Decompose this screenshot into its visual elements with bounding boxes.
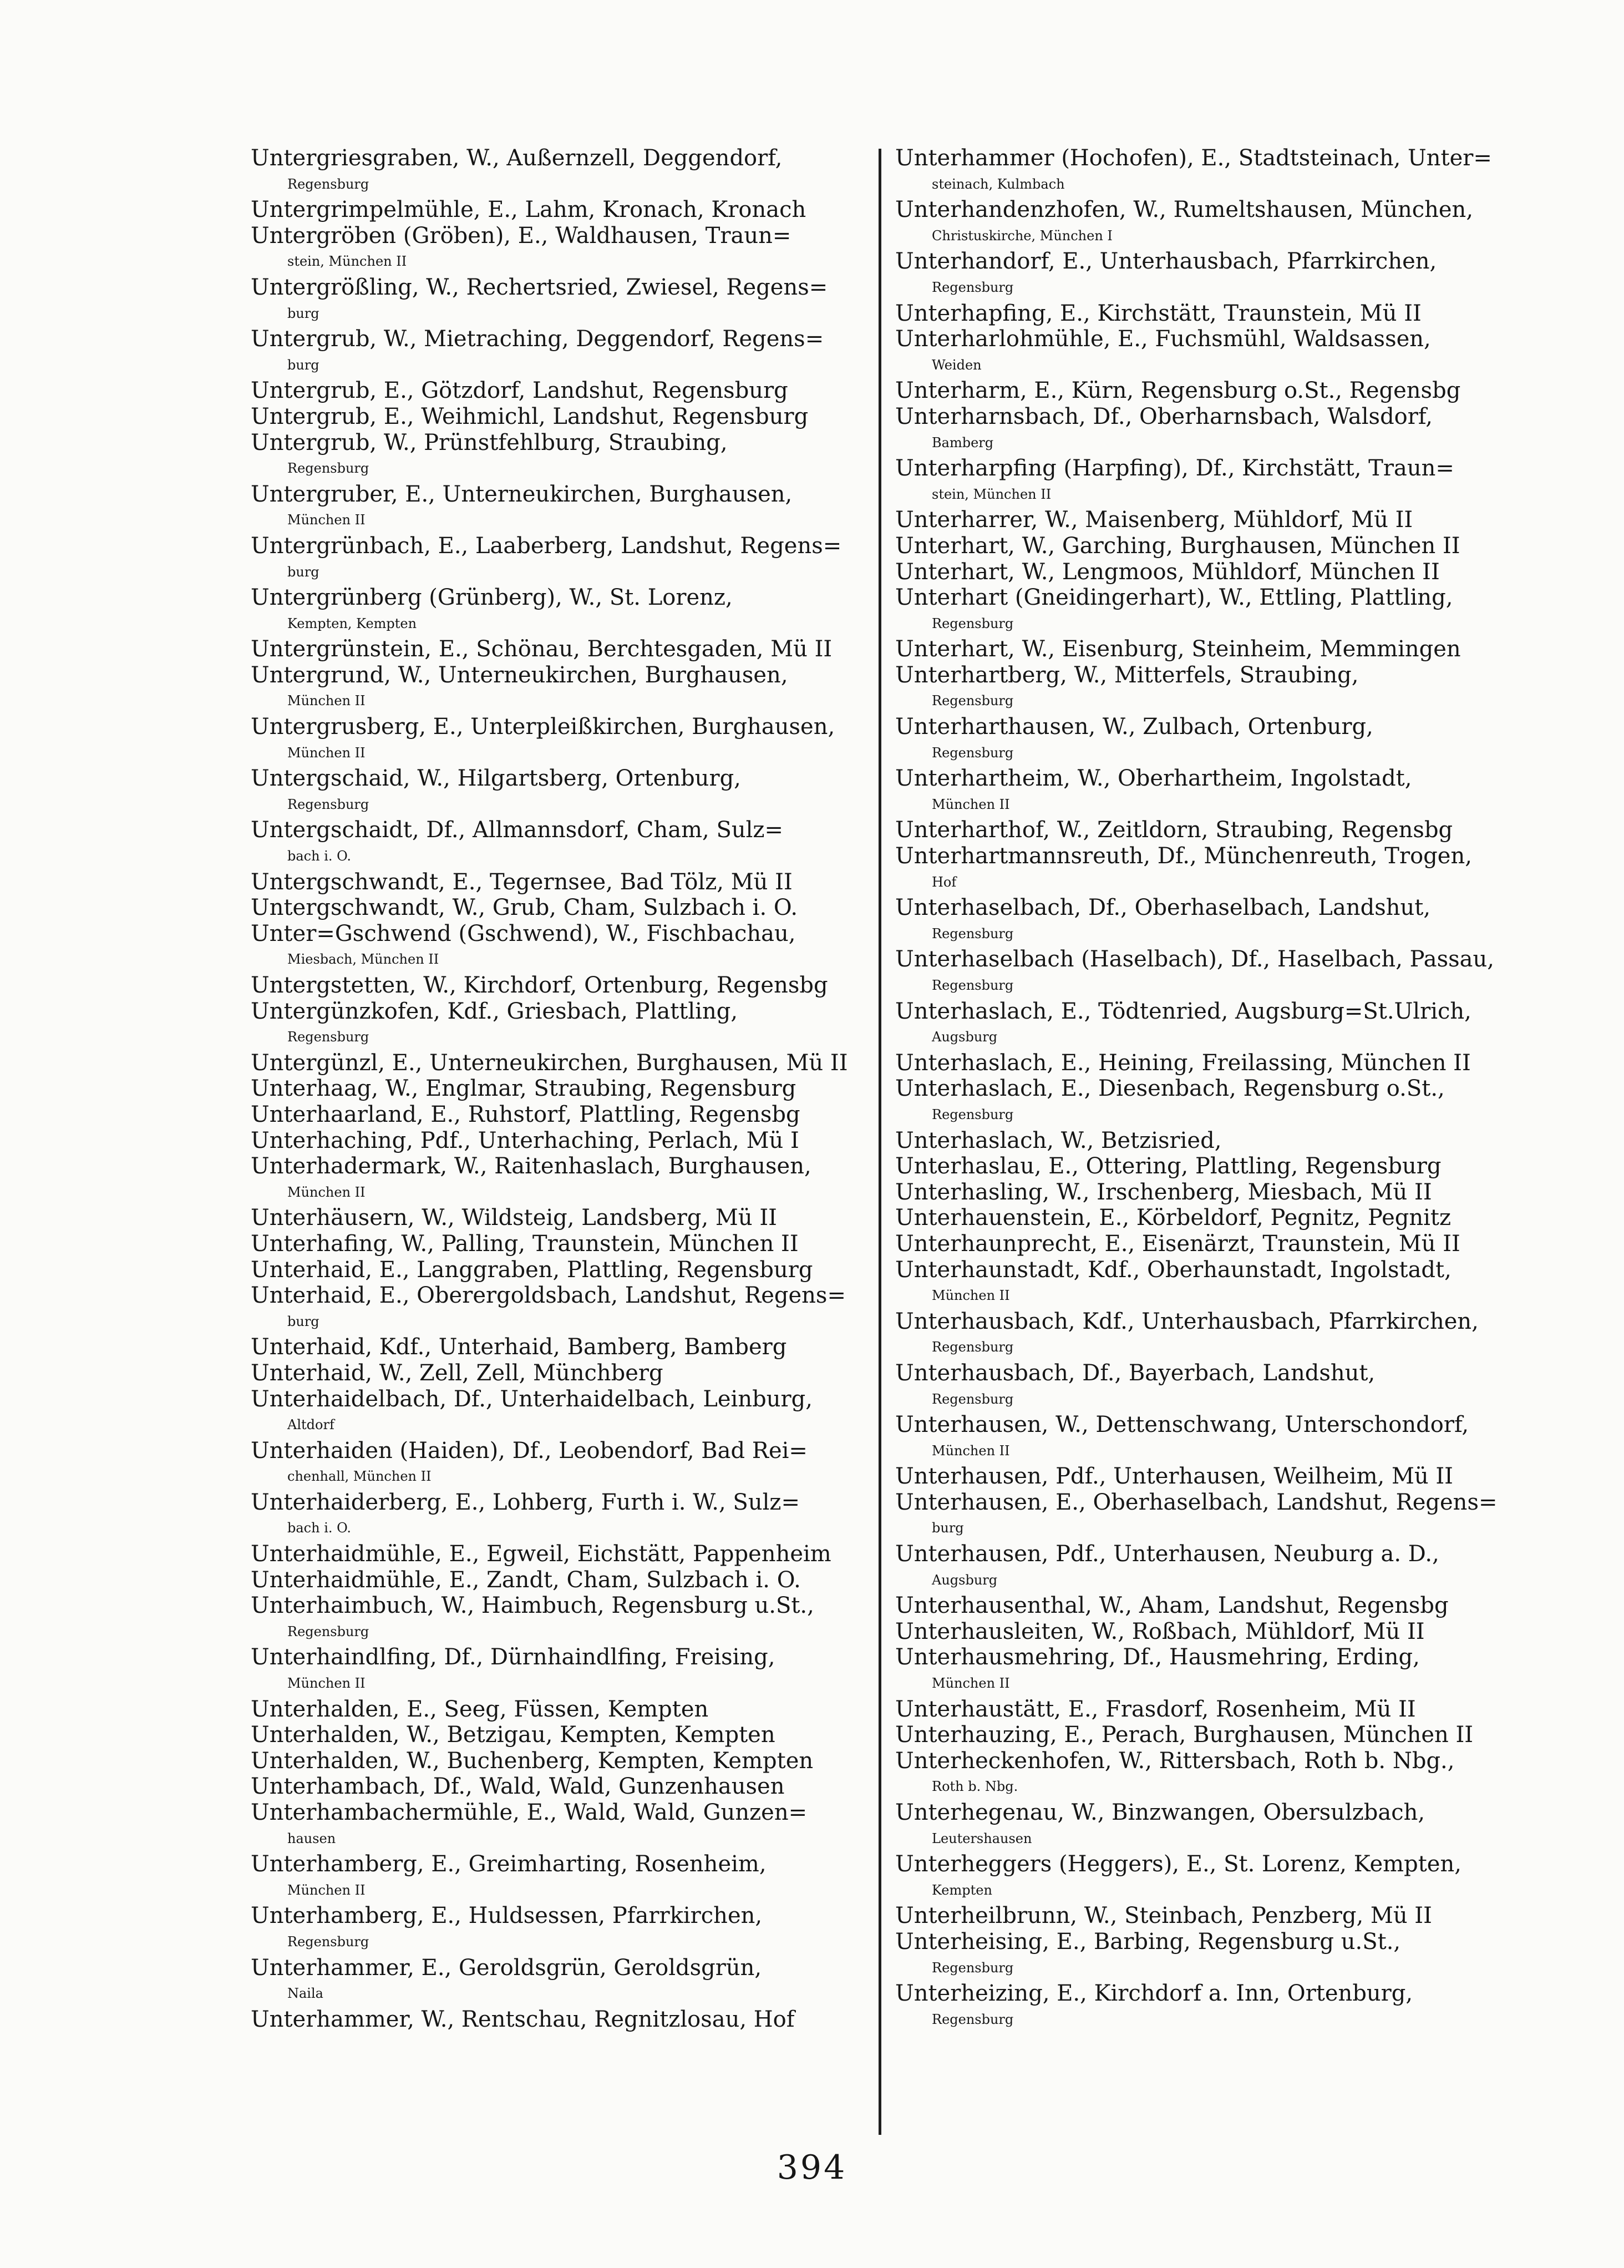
gazetteer-entry	[895, 714, 1505, 766]
entry-line: Untergruber, E., Unterneukirchen, Burghausen,	[251, 481, 793, 507]
entry-line: Untergschwandt, E., Tegernsee, Bad Tölz, Mü II	[251, 869, 793, 895]
gazetteer-entry	[251, 1231, 861, 1257]
entry-continuation-line: Altdorf	[287, 1417, 334, 1433]
entry-continuation-line: stein, München II	[932, 486, 1052, 502]
entry-line: Untergrößling, W., Rechertsried, Zwiesel, Regens=	[251, 274, 828, 300]
entry-continuation-line: Regensburg	[287, 1623, 369, 1639]
gazetteer-entry	[251, 1903, 861, 1955]
gazetteer-entry	[895, 1851, 1505, 1903]
entry-line: Unterhadermark, W., Raitenhaslach, Burghausen,	[251, 1153, 811, 1179]
gazetteer-entry	[895, 1179, 1505, 1206]
entry-line: Unterharlohmühle, E., Fuchsmühl, Waldsassen,	[895, 326, 1431, 352]
entry-continuation-line: Regensburg	[287, 1029, 369, 1045]
entry-line: Unterharthausen, W., Zulbach, Ortenburg,	[895, 714, 1373, 740]
gazetteer-entry	[251, 430, 861, 482]
entry-line: Unterhasling, W., Irschenberg, Miesbach, Mü II	[895, 1179, 1432, 1205]
gazetteer-entry	[895, 585, 1505, 636]
gazetteer-entry	[251, 1851, 861, 1903]
entry-line: Unterhausenthal, W., Aham, Landshut, Regensbg	[895, 1593, 1449, 1619]
entry-line: Unterharrer, W., Maisenberg, Mühldorf, Mü II	[895, 507, 1413, 533]
entry-continuation-line: München II	[287, 693, 366, 709]
entry-line: Unterhaag, W., Englmar, Straubing, Regensburg	[251, 1076, 796, 1102]
entry-line: Untergrünbach, E., Laaberberg, Landshut, Regens=	[251, 533, 842, 559]
entry-line: Unterheilbrunn, W., Steinbach, Penzberg, Mü II	[895, 1903, 1432, 1929]
gazetteer-entry	[895, 1981, 1505, 2032]
entry-line: Unterhaidmühle, E., Egweil, Eichstätt, Pappenheim	[251, 1541, 831, 1567]
gazetteer-entry	[895, 1490, 1505, 1541]
entry-line: Unterharm, E., Kürn, Regensburg o.St., Regensbg	[895, 378, 1461, 404]
entry-line: Untergrünberg (Grünberg), W., St. Lorenz,	[251, 585, 733, 611]
entry-continuation-line: Regensburg	[932, 1391, 1014, 1407]
entry-line: Unterhart, W., Lengmoos, Mühldorf, München II	[895, 559, 1440, 585]
entry-line: Unterheising, E., Barbing, Regensburg u.St.,	[895, 1928, 1401, 1955]
gazetteer-entry	[251, 1541, 861, 1567]
entry-continuation-line: München II	[287, 512, 366, 528]
entry-continuation-line: Regensburg	[932, 1339, 1014, 1355]
entry-line: Unter=Gschwend (Gschwend), W., Fischbachau,	[251, 920, 796, 946]
entry-line: Unterhamberg, E., Greimharting, Rosenheim,	[251, 1851, 767, 1877]
gazetteer-entry	[895, 946, 1505, 998]
gazetteer-entry	[895, 326, 1505, 378]
gazetteer-entry	[251, 1283, 861, 1334]
gazetteer-entry	[251, 197, 861, 223]
gazetteer-entry	[895, 636, 1505, 662]
entry-continuation-line: Regensburg	[932, 1106, 1014, 1122]
entry-line: Unterhaarland, E., Ruhstorf, Plattling, Regensbg	[251, 1101, 800, 1127]
entry-continuation-line: Augsburg	[932, 1572, 998, 1588]
entry-line: Untergrub, E., Weihmichl, Landshut, Regensburg	[251, 403, 809, 429]
entry-line: Unterhartheim, W., Oberhartheim, Ingolstadt,	[895, 766, 1412, 792]
entry-line: Unterhaslach, E., Tödtenried, Augsburg=St.Ulrich,	[895, 998, 1471, 1024]
gazetteer-entry	[895, 1929, 1505, 1981]
entry-line: Unterhart (Gneidingerhart), W., Ettling, Plattling,	[895, 585, 1453, 611]
entry-continuation-line: Regensburg	[932, 925, 1014, 941]
gazetteer-entry	[251, 1955, 861, 2007]
gazetteer-entry	[895, 1903, 1505, 1929]
entry-line: Untergrund, W., Unterneukirchen, Burghausen,	[251, 662, 788, 688]
entry-line: Unterhaid, E., Oberergoldsbach, Landshut, Regens=	[251, 1283, 846, 1309]
entry-line: Unterhaid, Kdf., Unterhaid, Bamberg, Bamberg	[251, 1334, 787, 1360]
entry-line: Unterharthof, W., Zeitldorn, Straubing, Regensbg	[895, 817, 1453, 843]
gazetteer-entry	[895, 999, 1505, 1050]
gazetteer-entry	[895, 1309, 1505, 1360]
gazetteer-entry	[251, 895, 861, 921]
gazetteer-entry	[895, 1231, 1505, 1257]
gazetteer-entry	[251, 2007, 861, 2033]
gazetteer-entry	[895, 1076, 1505, 1127]
entry-line: Unterhaindlfing, Df., Dürnhaindlfing, Freising,	[251, 1644, 775, 1670]
gazetteer-entry	[251, 1128, 861, 1154]
entry-line: Unterheizing, E., Kirchdorf a. Inn, Ortenburg,	[895, 1981, 1413, 2007]
gazetteer-entry	[251, 326, 861, 378]
gazetteer-entry	[895, 404, 1505, 455]
gazetteer-entry	[251, 1567, 861, 1593]
gazetteer-entry	[251, 921, 861, 973]
entry-line: Unterhausbach, Df., Bayerbach, Landshut,	[895, 1360, 1376, 1386]
gazetteer-entry	[251, 973, 861, 999]
gazetteer-entry	[251, 1153, 861, 1205]
gazetteer-entry	[251, 1438, 861, 1490]
entry-line: Untergrünstein, E., Schönau, Berchtesgaden, Mü II	[251, 636, 833, 662]
gazetteer-entry	[251, 1774, 861, 1800]
entry-continuation-line: München II	[287, 745, 366, 761]
entry-continuation-line: Regensburg	[287, 460, 369, 477]
entry-continuation-line: München II	[932, 796, 1010, 812]
gazetteer-entry	[251, 869, 861, 895]
entry-line: Unterhaslach, E., Diesenbach, Regensburg o.St.,	[895, 1076, 1445, 1102]
entry-line: Unterhaslach, E., Heining, Freilassing, München II	[895, 1050, 1471, 1076]
gazetteer-entry	[895, 1205, 1505, 1231]
entry-line: Unterhausbach, Kdf., Unterhausbach, Pfarrkirchen,	[895, 1308, 1479, 1334]
entry-line: Unterhart, W., Eisenburg, Steinheim, Memmingen	[895, 636, 1461, 662]
gazetteer-entry	[251, 1697, 861, 1723]
gazetteer-entry	[895, 1593, 1505, 1619]
entry-continuation-line: Roth b. Nbg.	[932, 1779, 1018, 1795]
entry-line: Unterhartmannsreuth, Df., Münchenreuth, Trogen,	[895, 843, 1472, 869]
entry-continuation-line: Hof	[932, 874, 957, 890]
entry-line: Untergrusberg, E., Unterpleißkirchen, Burghausen,	[251, 714, 835, 740]
entry-line: Unterhaslach, W., Betzisried,	[895, 1127, 1222, 1153]
entry-continuation-line: Miesbach, München II	[287, 951, 439, 968]
gazetteer-entry	[251, 1748, 861, 1774]
entry-continuation-line: Augsburg	[932, 1029, 998, 1045]
entry-line: Untergünzl, E., Unterneukirchen, Burghausen, Mü II	[251, 1050, 848, 1076]
entry-continuation-line: München II	[287, 1675, 366, 1692]
gazetteer-entry	[251, 1360, 861, 1386]
gazetteer-entry	[895, 1464, 1505, 1490]
entry-continuation-line: bach i. O.	[287, 848, 352, 864]
gazetteer-entry	[895, 559, 1505, 585]
gazetteer-entry	[251, 636, 861, 662]
gazetteer-entry	[895, 817, 1505, 843]
gazetteer-entry	[895, 1257, 1505, 1309]
entry-line: Unterhauzing, E., Perach, Burghausen, München II	[895, 1722, 1474, 1748]
entry-continuation-line: Leutershausen	[932, 1830, 1032, 1846]
column-divider	[879, 149, 881, 2135]
entry-line: Unterhaunstadt, Kdf., Oberhaunstadt, Ingolstadt,	[895, 1257, 1452, 1283]
gazetteer-entry	[895, 533, 1505, 559]
entry-line: Unterhaiderberg, E., Lohberg, Furth i. W., Sulz=	[251, 1489, 800, 1515]
gazetteer-entry	[251, 1722, 861, 1748]
entry-line: Untergschaidt, Df., Allmannsdorf, Cham, Sulz=	[251, 817, 784, 843]
entry-line: Unterhegenau, W., Binzwangen, Obersulzbach,	[895, 1800, 1425, 1825]
gazetteer-entry	[895, 197, 1505, 249]
entry-line: Unterhausleiten, W., Roßbach, Mühldorf, Mü II	[895, 1618, 1425, 1644]
entry-continuation-line: burg	[287, 1313, 319, 1329]
entry-line: Unterhalden, E., Seeg, Füssen, Kempten	[251, 1696, 709, 1722]
gazetteer-entry	[895, 455, 1505, 507]
entry-line: Unterhauenstein, E., Körbeldorf, Pegnitz, Pegnitz	[895, 1205, 1452, 1231]
entry-line: Untergschaid, W., Hilgartsberg, Ortenburg,	[251, 766, 741, 792]
entry-continuation-line: Regensburg	[932, 1960, 1014, 1976]
entry-continuation-line: burg	[287, 357, 319, 373]
gazetteer-entry	[895, 843, 1505, 895]
entry-line: Unterhammer (Hochofen), E., Stadtsteinach, Unter=	[895, 145, 1492, 171]
gazetteer-entry	[251, 714, 861, 766]
entry-line: Untergröben (Gröben), E., Waldhausen, Traun=	[251, 222, 791, 249]
entry-continuation-line: Kempten	[932, 1882, 992, 1898]
entry-continuation-line: Christuskirche, München I	[932, 227, 1113, 244]
entry-line: Unterhausen, Pdf., Unterhausen, Neuburg a. D.,	[895, 1541, 1439, 1567]
gazetteer-entry	[251, 1334, 861, 1360]
entry-continuation-line: Regensburg	[287, 796, 369, 812]
gazetteer-entry	[895, 1412, 1505, 1464]
entry-line: Unterhaunprecht, E., Eisenärzt, Traunstein, Mü II	[895, 1231, 1460, 1257]
entry-continuation-line: steinach, Kulmbach	[932, 176, 1065, 192]
entry-line: Unterhausen, W., Dettenschwang, Unterschondorf,	[895, 1412, 1469, 1438]
gazetteer-entry	[895, 1748, 1505, 1800]
entry-line: Unterhapfing, E., Kirchstätt, Traunstein, Mü II	[895, 300, 1422, 326]
entry-continuation-line: Kempten, Kempten	[287, 615, 417, 631]
entry-line: Untergstetten, W., Kirchdorf, Ortenburg, Regensbg	[251, 973, 828, 998]
gazetteer-entry	[895, 1697, 1505, 1723]
gazetteer-entry	[895, 1128, 1505, 1154]
gazetteer-entry	[251, 533, 861, 585]
entry-line: Unterharpfing (Harpfing), Df., Kirchstätt, Traun=	[895, 455, 1454, 482]
entry-continuation-line: chenhall, München II	[287, 1469, 432, 1485]
gazetteer-entry	[895, 766, 1505, 817]
gazetteer-entry	[895, 249, 1505, 300]
entry-line: Unterheggers (Heggers), E., St. Lorenz, Kempten,	[895, 1851, 1461, 1877]
entry-continuation-line: Regensburg	[932, 279, 1014, 295]
entry-line: Unterhausen, E., Oberhaselbach, Landshut, Regens=	[895, 1489, 1498, 1515]
gazetteer-entry	[251, 275, 861, 326]
entry-continuation-line: Regensburg	[287, 176, 369, 192]
gazetteer-entry	[251, 766, 861, 817]
gazetteer-entry	[895, 301, 1505, 327]
entry-line: Unterhausmehring, Df., Hausmehring, Erding,	[895, 1644, 1420, 1670]
entry-line: Unterhaid, W., Zell, Zell, Münchberg	[251, 1360, 663, 1386]
entry-line: Unterharnsbach, Df., Oberharnsbach, Walsdorf,	[895, 403, 1433, 429]
entry-continuation-line: burg	[932, 1520, 964, 1536]
gazetteer-entry	[895, 378, 1505, 404]
entry-continuation-line: Regensburg	[932, 2011, 1014, 2027]
entry-line: Unterhaidelbach, Df., Unterhaidelbach, Leinburg,	[251, 1386, 813, 1412]
entry-line: Unterhandenzhofen, W., Rumeltshausen, München,	[895, 197, 1474, 223]
entry-line: Unterheckenhofen, W., Rittersbach, Roth b. Nbg.,	[895, 1748, 1455, 1774]
gazetteer-entry	[251, 1800, 861, 1851]
entry-line: Unterhambach, Df., Wald, Wald, Gunzenhausen	[251, 1774, 785, 1800]
entry-continuation-line: München II	[287, 1184, 366, 1200]
gazetteer-entry	[251, 585, 861, 636]
gazetteer-entry	[251, 1205, 861, 1231]
entry-line: Unterhaustätt, E., Frasdorf, Rosenheim, Mü II	[895, 1696, 1416, 1722]
gazetteer-entry	[251, 223, 861, 275]
entry-line: Untergriesgraben, W., Außernzell, Deggendorf,	[251, 145, 783, 171]
entry-continuation-line: stein, München II	[287, 254, 407, 270]
entry-line: Unterhaslau, E., Ottering, Plattling, Regensburg	[895, 1153, 1442, 1179]
gazetteer-entry	[895, 1800, 1505, 1851]
entry-line: Unterhaid, E., Langgraben, Plattling, Regensburg	[251, 1257, 813, 1283]
entry-continuation-line: burg	[287, 305, 319, 321]
gazetteer-entry	[251, 404, 861, 430]
entry-continuation-line: Regensburg	[287, 1933, 369, 1950]
entry-line: Unterhausen, Pdf., Unterhausen, Weilheim, Mü II	[895, 1464, 1453, 1490]
entry-line: Untergrub, W., Prünstfehlburg, Straubing,	[251, 429, 728, 455]
entry-line: Unterhartberg, W., Mitterfels, Straubing,	[895, 662, 1359, 688]
gazetteer-entry	[251, 1257, 861, 1283]
page-number: 394	[777, 2148, 847, 2187]
gazetteer-entry	[895, 507, 1505, 533]
entry-line: Unterhaidmühle, E., Zandt, Cham, Sulzbach i. O.	[251, 1567, 801, 1593]
entry-line: Unterhalden, W., Betzigau, Kempten, Kempten	[251, 1722, 775, 1748]
entry-continuation-line: München II	[932, 1442, 1010, 1459]
left-column	[251, 145, 861, 2032]
gazetteer-entry	[895, 1153, 1505, 1179]
entry-line: Untergrub, W., Mietraching, Deggendorf, Regens=	[251, 326, 824, 352]
entry-line: Unterhalden, W., Buchenberg, Kempten, Kempten	[251, 1748, 814, 1774]
gazetteer-entry	[251, 1102, 861, 1128]
gazetteer-entry	[251, 1593, 861, 1644]
entry-line: Unterhafing, W., Palling, Traunstein, München II	[251, 1231, 799, 1257]
gazetteer-entry	[895, 1050, 1505, 1076]
entry-continuation-line: München II	[287, 1882, 366, 1898]
gazetteer-entry	[251, 662, 861, 714]
entry-continuation-line: München II	[932, 1675, 1010, 1692]
gazetteer-entry	[251, 482, 861, 533]
entry-line: Unterhaselbach, Df., Oberhaselbach, Landshut,	[895, 895, 1431, 921]
entry-line: Unterhandorf, E., Unterhausbach, Pfarrkirchen,	[895, 249, 1437, 275]
gazetteer-entry	[251, 378, 861, 404]
gazetteer-entry	[251, 145, 861, 197]
entry-continuation-line: Regensburg	[932, 978, 1014, 993]
entry-continuation-line: Regensburg	[932, 693, 1014, 709]
gazetteer-entry	[895, 1722, 1505, 1748]
entry-line: Unterhart, W., Garching, Burghausen, München II	[895, 533, 1460, 559]
gazetteer-entry	[251, 999, 861, 1050]
entry-continuation-line: Regensburg	[932, 615, 1014, 631]
gazetteer-entry	[251, 1644, 861, 1696]
gazetteer-entry	[251, 1490, 861, 1541]
right-column	[895, 145, 1505, 2032]
entry-line: Unterhaselbach (Haselbach), Df., Haselbach, Passau,	[895, 946, 1494, 973]
entry-line: Unterhäusern, W., Wildsteig, Landsberg, Mü II	[251, 1205, 777, 1231]
entry-continuation-line: Regensburg	[932, 745, 1014, 761]
entry-line: Untergschwandt, W., Grub, Cham, Sulzbach i. O.	[251, 895, 798, 921]
entry-continuation-line: hausen	[287, 1830, 336, 1846]
entry-continuation-line: Naila	[287, 1986, 323, 2002]
gazetteer-entry	[895, 1360, 1505, 1412]
entry-line: Untergrub, E., Götzdorf, Landshut, Regensburg	[251, 378, 788, 404]
entry-line: Unterhaiden (Haiden), Df., Leobendorf, Bad Rei=	[251, 1437, 808, 1464]
gazetteer-entry	[251, 1050, 861, 1076]
entry-continuation-line: burg	[287, 564, 319, 580]
gazetteer-entry	[895, 662, 1505, 714]
entry-line: Untergünzkofen, Kdf., Griesbach, Plattling,	[251, 998, 738, 1024]
gazetteer-entry	[895, 895, 1505, 946]
entry-line: Unterhamberg, E., Huldsessen, Pfarrkirchen,	[251, 1903, 763, 1929]
entry-line: Unterhaching, Pdf., Unterhaching, Perlach, Mü I	[251, 1127, 799, 1153]
gazetteer-entry	[251, 817, 861, 869]
gazetteer-entry	[895, 1644, 1505, 1696]
entry-continuation-line: Bamberg	[932, 434, 994, 450]
gazetteer-entry	[251, 1386, 861, 1438]
entry-line: Untergrimpelmühle, E., Lahm, Kronach, Kronach	[251, 197, 806, 223]
gazetteer-entry	[895, 1619, 1505, 1645]
entry-continuation-line: München II	[932, 1288, 1010, 1304]
entry-continuation-line: bach i. O.	[287, 1520, 352, 1536]
entry-continuation-line: Weiden	[932, 357, 982, 373]
gazetteer-entry	[895, 1541, 1505, 1593]
entry-line: Unterhambachermühle, E., Wald, Wald, Gunzen=	[251, 1800, 808, 1825]
gazetteer-entry	[895, 145, 1505, 197]
entry-line: Unterhammer, E., Geroldsgrün, Geroldsgrün,	[251, 1955, 762, 1981]
entry-line: Unterhammer, W., Rentschau, Regnitzlosau, Hof	[251, 2006, 795, 2032]
entry-line: Unterhaimbuch, W., Haimbuch, Regensburg u.St.,	[251, 1593, 814, 1619]
gazetteer-entry	[251, 1076, 861, 1102]
